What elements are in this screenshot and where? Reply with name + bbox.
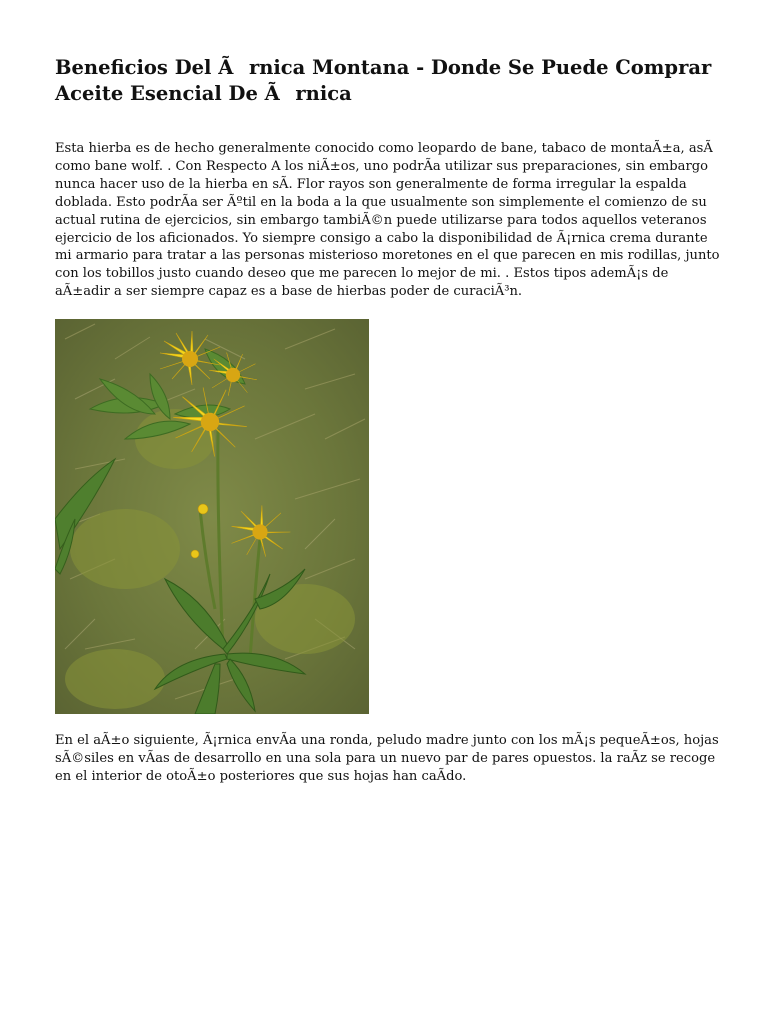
article-title: Beneficios Del Ãrnica Montana - Donde Se Puede Comprar Aceite Esencial De Ãrnica	[55, 56, 712, 105]
article-paragraph-1: Esta hierba es de hecho generalmente conocido como leopardo de bane, tabaco de montaÃ±a, asÃ como bane wolf. . Con Respecto A los niÃ±os, uno podrÃa utilizar sus preparaciones, sin embargo nunca hacer uso de la hierba en sÃ. Flor rayos son generalmente de forma irregular la espalda doblada. Esto podrÃa ser Ãºtil en la boda a la que usualmente son simplemente el comienzo de su actual rutina de ejercicios, sin embargo tambiÃ©n puede utilizarse para todos aquellos veteranos ejercicio de los aficionados. Yo siempre consigo a cabo la disponibilidad de Ã¡rnica crema durante mi armario para tratar a las personas misterioso moretones en el que parecen en mis rodillas, junto con los tobillos justo cuando deseo que me parecen lo mejor de mi. . Estos tipos ademÃ¡s de aÃ±adir a ser siempre capaz es a base de hierbas poder de curaciÃ³n.	[55, 141, 720, 300]
arnica-photo	[55, 319, 369, 714]
article-paragraph-2: En el aÃ±o siguiente, Ã¡rnica envÃa una ronda, peludo madre junto con los mÃ¡s pequeÃ±os, hojas sÃ©siles en vÃas de desarrollo en una sola para un nuevo par de pares opuestos. la raÃz se recoge en el interior de otoÃ±o posteriores que sus hojas han caÃdo.	[55, 733, 719, 784]
